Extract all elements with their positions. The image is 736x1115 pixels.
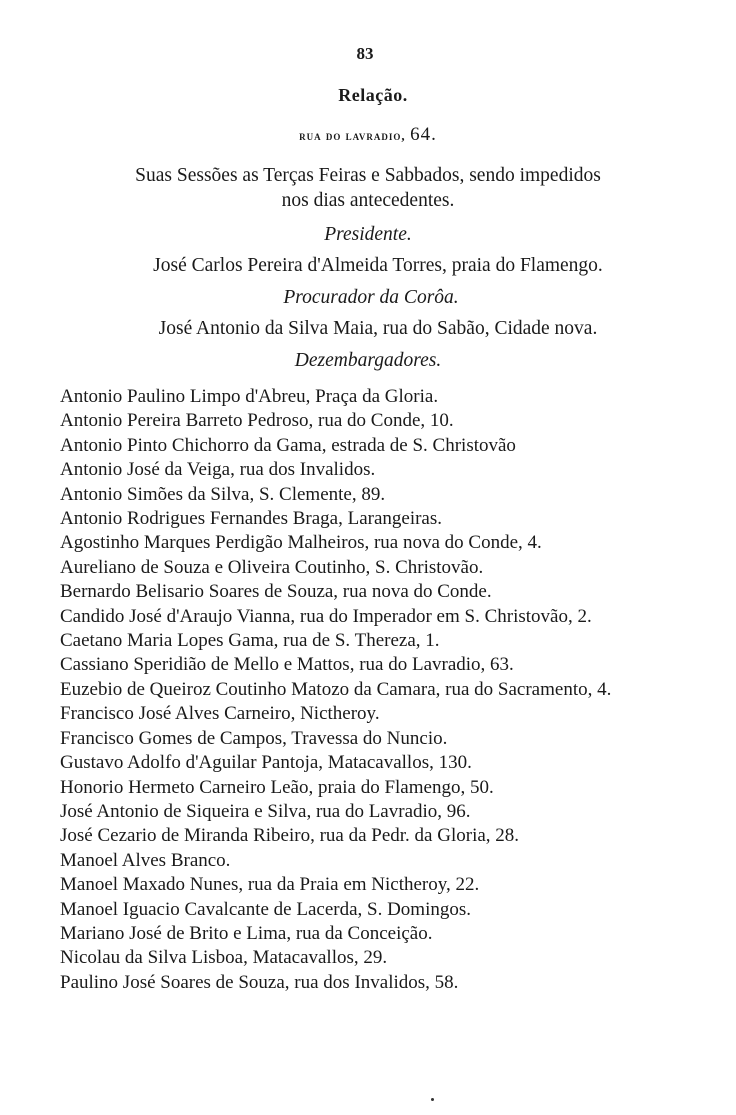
list-item: José Antonio de Siqueira e Silva, rua do Lavradio, 96. xyxy=(60,800,471,822)
list-item: Manoel Iguacio Cavalcante de Lacerda, S. Domingos. xyxy=(60,898,471,920)
list-item: Manoel Maxado Nunes, rua da Praia em Nictheroy, 22. xyxy=(60,874,480,896)
scan-artifact-dot xyxy=(431,1098,434,1101)
list-item: Cassiano Speridião de Mello e Mattos, rua do Lavradio, 63. xyxy=(60,654,514,676)
page-number: 83 xyxy=(356,44,374,63)
list-item: Antonio Rodrigues Fernandes Braga, Larangeiras. xyxy=(60,508,443,530)
list-item: Antonio Paulino Limpo d'Abreu, Praça da Gloria. xyxy=(60,386,439,407)
scan-artifact-line xyxy=(713,0,736,2)
section-title: Relação. xyxy=(338,85,408,105)
list-item: Paulino José Soares de Souza, rua dos Invalidos, 58. xyxy=(60,971,459,993)
dezembargadores-list xyxy=(60,385,652,995)
list-item: Manoel Alves Branco. xyxy=(60,849,231,871)
sessions-note xyxy=(0,163,736,213)
list-item: Aureliano de Souza e Oliveira Coutinho, S. Christovão. xyxy=(60,556,484,578)
president-heading: Presidente. xyxy=(324,224,412,245)
list-item: Antonio José da Veiga, rua dos Invalidos. xyxy=(60,459,376,481)
list-item: Antonio Simões da Silva, S. Clemente, 89. xyxy=(60,483,386,505)
list-item: Francisco Gomes de Campos, Travessa do Nuncio. xyxy=(60,727,448,749)
list-item: Candido José d'Araujo Vianna, rua do Imperador em S. Christovão, 2. xyxy=(60,605,592,627)
list-item: Honorio Hermeto Carneiro Leão, praia do Flamengo, 50. xyxy=(60,776,494,798)
address xyxy=(0,124,736,146)
list-item: Bernardo Belisario Soares de Souza, rua nova do Conde. xyxy=(60,581,492,603)
dezembargadores-heading: Dezembargadores. xyxy=(294,350,442,371)
list-item: Antonio Pinto Chichorro da Gama, estrada de S. Christovão xyxy=(60,434,516,456)
sessions-line-1: Suas Sessões as Terças Feiras e Sabbados, sendo impedidos xyxy=(135,165,601,186)
address-street: rua do lavradio, xyxy=(299,128,406,143)
list-item: Gustavo Adolfo d'Aguilar Pantoja, Matacavallos, 130. xyxy=(60,752,472,774)
list-item: José Cezario de Miranda Ribeiro, rua da Pedr. da Gloria, 28. xyxy=(60,825,520,847)
procurador-heading: Procurador da Corôa. xyxy=(283,287,459,308)
list-item: Caetano Maria Lopes Gama, rua de S. Thereza, 1. xyxy=(60,630,440,652)
list-item: Nicolau da Silva Lisboa, Matacavallos, 29. xyxy=(60,947,388,969)
president-entry: José Carlos Pereira d'Almeida Torres, praia do Flamengo. xyxy=(153,255,603,276)
sessions-line-2: nos dias antecedentes. xyxy=(281,190,455,211)
list-item: Antonio Pereira Barreto Pedroso, rua do Conde, 10. xyxy=(60,410,454,432)
procurador-entry: José Antonio da Silva Maia, rua do Sabão, Cidade nova. xyxy=(158,318,598,339)
list-item: Agostinho Marques Perdigão Malheiros, rua nova do Conde, 4. xyxy=(60,532,542,554)
address-number: 64. xyxy=(410,124,437,145)
list-item: Euzebio de Queiroz Coutinho Matozo da Camara, rua do Sacramento, 4. xyxy=(60,678,612,700)
list-item: Francisco José Alves Carneiro, Nictheroy. xyxy=(60,703,380,725)
list-item: Mariano José de Brito e Lima, rua da Conceição. xyxy=(60,922,433,944)
